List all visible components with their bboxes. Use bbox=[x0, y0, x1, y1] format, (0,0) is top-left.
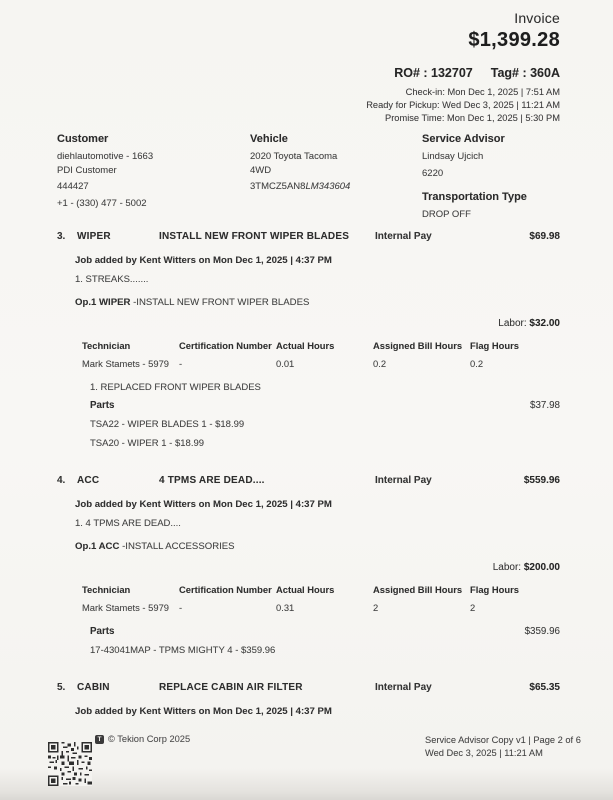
flag-hours: 2 bbox=[470, 602, 476, 613]
flag-hours: 0.2 bbox=[470, 358, 484, 369]
job-code: WIPER bbox=[77, 231, 111, 242]
labor-amount: $32.00 bbox=[529, 318, 560, 329]
assigned-bill-hours: 0.2 bbox=[373, 358, 387, 369]
part-line: 17-43041MAP - TPMS MIGHTY 4 - $359.96 bbox=[90, 645, 276, 656]
vehicle-drivetrain: 4WD bbox=[250, 164, 272, 176]
job-number: 3. bbox=[57, 231, 66, 242]
advisor-block bbox=[422, 133, 560, 222]
job-title: REPLACE CABIN AIR FILTER bbox=[159, 682, 303, 693]
job-item-acc bbox=[57, 475, 560, 656]
job-total: $559.96 bbox=[523, 475, 560, 486]
tekion-logo-icon: T bbox=[95, 735, 104, 744]
job-concern: 1. 4 TPMS ARE DEAD.... bbox=[75, 518, 181, 529]
job-item-wiper bbox=[57, 231, 560, 449]
technician-table bbox=[82, 584, 560, 613]
transportation-label: Transportation Type bbox=[422, 191, 527, 203]
invoice-header bbox=[366, 10, 560, 125]
technician-table bbox=[82, 340, 560, 369]
customer-number: 444427 bbox=[57, 181, 89, 192]
invoice-label: Invoice bbox=[514, 10, 560, 26]
jobs-section bbox=[57, 231, 560, 743]
technician-table-row bbox=[82, 358, 560, 369]
job-number: 5. bbox=[57, 682, 66, 693]
labor-line: Labor: $32.00 bbox=[498, 318, 560, 329]
customer-phone: +1 - (330) 477 - 5002 bbox=[57, 197, 147, 209]
certification-number: - bbox=[179, 358, 183, 369]
parts-row bbox=[90, 400, 560, 411]
job-item-cabin bbox=[57, 682, 560, 717]
actual-hours: 0.31 bbox=[276, 602, 295, 613]
ready-for-pickup-line: Ready for Pickup: Wed Dec 3, 2025 | 11:21 AM bbox=[366, 100, 560, 110]
job-total: $69.98 bbox=[529, 231, 560, 242]
technician-table-row bbox=[82, 602, 560, 613]
technician-name: Mark Stamets - 5979 bbox=[82, 602, 170, 613]
job-pay-type: Internal Pay bbox=[375, 475, 432, 486]
copyright-text: © Tekion Corp 2025 bbox=[108, 734, 191, 744]
header-dates bbox=[366, 86, 560, 125]
tekion-copyright bbox=[95, 734, 190, 744]
job-header-row bbox=[57, 231, 560, 242]
part-line: TSA22 - WIPER BLADES 1 - $18.99 bbox=[90, 419, 245, 430]
job-added-note: Job added by Kent Witters on Mon Dec 1, 2025 | 4:37 PM bbox=[75, 499, 332, 510]
labor-line: Labor: $200.00 bbox=[492, 562, 560, 573]
technician-table-header: Technician Certification Number Actual Hours Assigned Bill Hours Flag Hours bbox=[82, 340, 519, 351]
transportation-block bbox=[422, 191, 560, 222]
parts-row bbox=[90, 626, 560, 637]
part-line: TSA20 - WIPER 1 - $18.99 bbox=[90, 438, 205, 449]
qr-code bbox=[48, 742, 92, 786]
customer-label: Customer bbox=[57, 133, 109, 145]
printed-date: Wed Dec 3, 2025 | 11:21 AM bbox=[425, 748, 543, 758]
job-body bbox=[57, 255, 560, 449]
op-line: Op.1 ACC -INSTALL ACCESSORIES bbox=[75, 541, 235, 552]
parts-total: $359.96 bbox=[524, 626, 560, 637]
parts-label: Parts bbox=[90, 400, 115, 411]
promise-time-line: Promise Time: Mon Dec 1, 2025 | 5:30 PM bbox=[385, 113, 560, 123]
vehicle-block bbox=[250, 133, 422, 222]
job-title: INSTALL NEW FRONT WIPER BLADES bbox=[159, 231, 350, 242]
vehicle-model: 2020 Toyota Tacoma bbox=[250, 151, 338, 162]
job-pay-type: Internal Pay bbox=[375, 682, 432, 693]
job-total: $65.35 bbox=[529, 682, 560, 693]
check-in-line: Check-in: Mon Dec 1, 2025 | 7:51 AM bbox=[405, 87, 560, 97]
job-header-row bbox=[57, 475, 560, 486]
vehicle-vin: 3TMCZ5AN8LM343604 bbox=[250, 181, 351, 192]
footer-page-info bbox=[425, 734, 581, 760]
customer-type: PDI Customer bbox=[57, 164, 117, 176]
customer-block bbox=[57, 133, 250, 222]
job-added-note: Job added by Kent Witters on Mon Dec 1, 2025 | 4:37 PM bbox=[75, 255, 332, 266]
service-advisor-number: 6220 bbox=[422, 167, 444, 179]
assigned-bill-hours: 2 bbox=[373, 602, 379, 613]
job-header-row bbox=[57, 682, 560, 693]
job-body bbox=[57, 706, 560, 717]
op-line: Op.1 WIPER -INSTALL NEW FRONT WIPER BLADES bbox=[75, 297, 310, 308]
vehicle-label: Vehicle bbox=[250, 133, 288, 145]
copy-info: Service Advisor Copy v1 | Page 2 of 6 bbox=[425, 735, 581, 745]
parts-label: Parts bbox=[90, 626, 115, 637]
transportation-value: DROP OFF bbox=[422, 209, 471, 220]
actual-hours: 0.01 bbox=[276, 358, 295, 369]
customer-name: diehlautomotive - 1663 bbox=[57, 151, 154, 162]
labor-amount: $200.00 bbox=[523, 562, 560, 573]
job-added-note: Job added by Kent Witters on Mon Dec 1, 2025 | 4:37 PM bbox=[75, 706, 332, 717]
service-advisor-name: Lindsay Ujcich bbox=[422, 151, 484, 162]
job-code: ACC bbox=[77, 475, 100, 486]
job-concern: 1. STREAKS....... bbox=[75, 274, 149, 285]
job-code: CABIN bbox=[77, 682, 110, 693]
job-pay-type: Internal Pay bbox=[375, 231, 432, 242]
tag-number: Tag# : 360A bbox=[490, 66, 560, 80]
job-body bbox=[57, 499, 560, 656]
job-number: 4. bbox=[57, 475, 66, 486]
parts-total: $37.98 bbox=[530, 400, 560, 411]
ro-number: RO# : 132707 bbox=[394, 66, 473, 80]
technician-name: Mark Stamets - 5979 bbox=[82, 358, 170, 369]
parties-section bbox=[57, 133, 560, 222]
job-title: 4 TPMS ARE DEAD.... bbox=[159, 475, 265, 486]
technician-table-header: Technician Certification Number Actual Hours Assigned Bill Hours Flag Hours bbox=[82, 584, 519, 595]
invoice-total: $1,399.28 bbox=[468, 29, 560, 51]
service-advisor-label: Service Advisor bbox=[422, 133, 505, 145]
ro-tag-line bbox=[366, 66, 560, 80]
certification-number: - bbox=[179, 602, 183, 613]
tech-story: 1. REPLACED FRONT WIPER BLADES bbox=[90, 382, 261, 393]
